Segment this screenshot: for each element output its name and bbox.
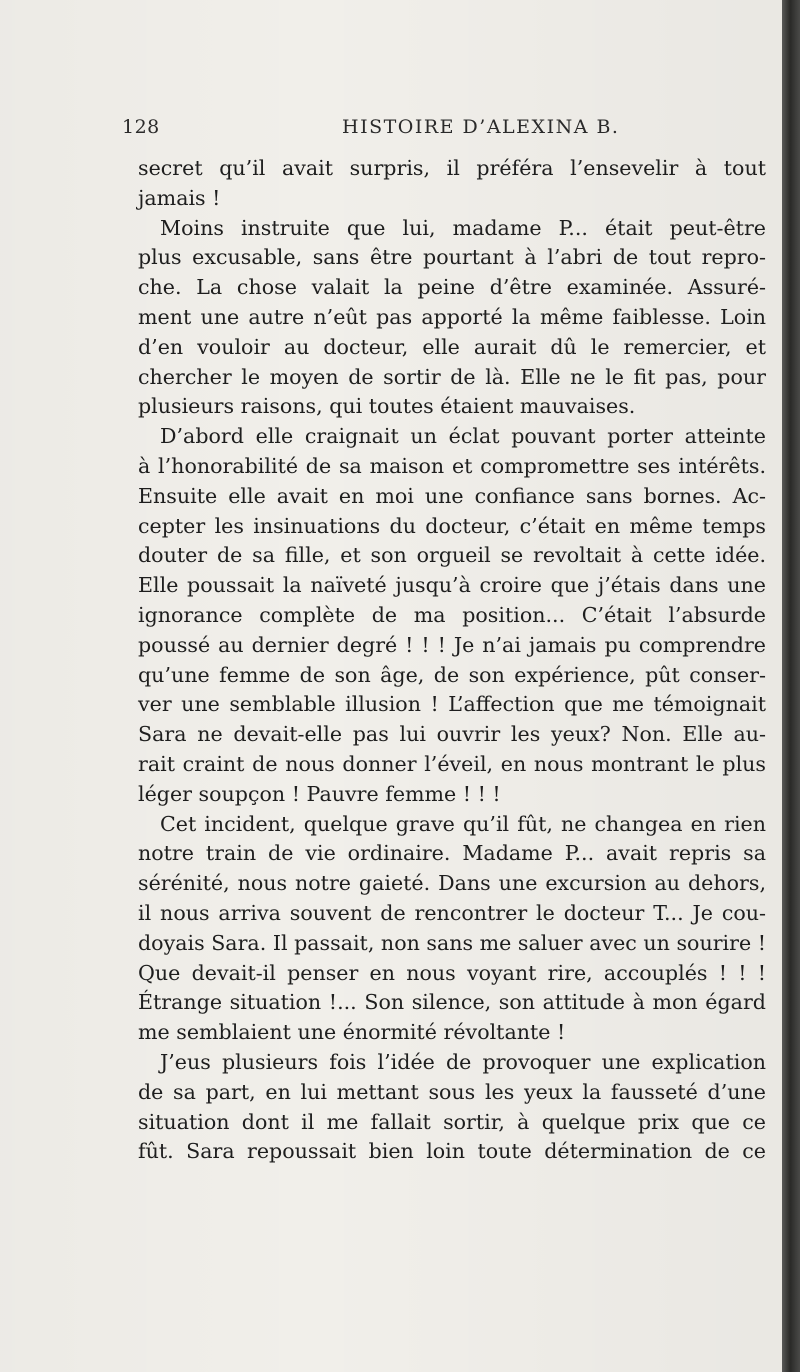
text-line: léger soupçon ! Pauvre femme ! ! ! <box>138 781 501 806</box>
text-line: Cet incident, quelque grave qu’il fût, ne changea en rien <box>160 811 766 836</box>
body-text <box>138 154 766 1167</box>
text-line: Moins instruite que lui, madame P... était peut-être <box>160 215 766 240</box>
text-line: me semblaient une énormité révoltante ! <box>138 1020 566 1045</box>
text-line: à l’honorabilité de sa maison et compromettre ses intérêts. <box>138 453 766 478</box>
page-edge-shadow <box>782 0 800 1372</box>
text-line: ment une autre n’eût pas apporté la même faiblesse. Loin <box>138 304 766 329</box>
text-line: chercher le moyen de sortir de là. Elle ne le fit pas, pour <box>138 364 766 389</box>
text-line: plus excusable, sans être pourtant à l’abri de tout repro- <box>138 245 766 270</box>
text-line: il nous arriva souvent de rencontrer le docteur T... Je cou- <box>138 900 766 925</box>
running-title: HISTOIRE D’ALEXINA B. <box>342 116 620 138</box>
text-line: J’eus plusieurs fois l’idée de provoquer une explication <box>160 1049 766 1074</box>
text-line: qu’une femme de son âge, de son expérience, pût conser- <box>138 662 766 687</box>
page-header <box>122 116 762 146</box>
text-line: Elle poussait la naïveté jusqu’à croire que j’étais dans une <box>138 573 766 598</box>
text-line: Que devait-il penser en nous voyant rire, accouplés ! ! ! <box>138 960 766 985</box>
text-line: D’abord elle craignait un éclat pouvant porter atteinte <box>160 424 766 449</box>
text-line: ver une semblable illusion ! L’affection que me témoignait <box>138 692 766 717</box>
text-line: plusieurs raisons, qui toutes étaient mauvaises. <box>138 394 636 419</box>
text-line: Sara ne devait-elle pas lui ouvrir les yeux? Non. Elle au- <box>138 722 766 747</box>
text-line: de sa part, en lui mettant sous les yeux la fausseté d’une <box>138 1079 766 1104</box>
text-line: secret qu’il avait surpris, il préféra l’ensevelir à tout <box>138 156 766 180</box>
text-line: cepter les insinuations du docteur, c’était en même temps <box>138 513 766 538</box>
text-line: notre train de vie ordinaire. Madame P... avait repris sa <box>138 841 766 866</box>
text-line: sérénité, nous notre gaieté. Dans une excursion au dehors, <box>138 871 766 896</box>
text-line: ignorance complète de ma position... C’était l’absurde <box>138 602 766 627</box>
text-line: jamais ! <box>138 185 221 210</box>
page-number: 128 <box>122 116 160 138</box>
text-line: douter de sa fille, et son orgueil se revoltait à cette idée. <box>138 543 766 568</box>
text-line: doyais Sara. Il passait, non sans me saluer avec un sourire ! <box>138 930 766 955</box>
text-line: fût. Sara repoussait bien loin toute détermination de ce <box>138 1139 766 1164</box>
text-line: poussé au dernier degré ! ! ! Je n’ai jamais pu comprendre <box>138 632 766 657</box>
text-line: Ensuite elle avait en moi une confiance sans bornes. Ac- <box>138 483 766 508</box>
text-line: che. La chose valait la peine d’être examinée. Assuré- <box>138 275 766 300</box>
text-line: Étrange situation !... Son silence, son attitude à mon égard <box>138 990 766 1015</box>
text-line: situation dont il me fallait sortir, à quelque prix que ce <box>138 1109 766 1134</box>
text-line: d’en vouloir au docteur, elle aurait dû le remercier, et <box>138 334 766 359</box>
text-line: rait craint de nous donner l’éveil, en nous montrant le plus <box>138 751 766 776</box>
